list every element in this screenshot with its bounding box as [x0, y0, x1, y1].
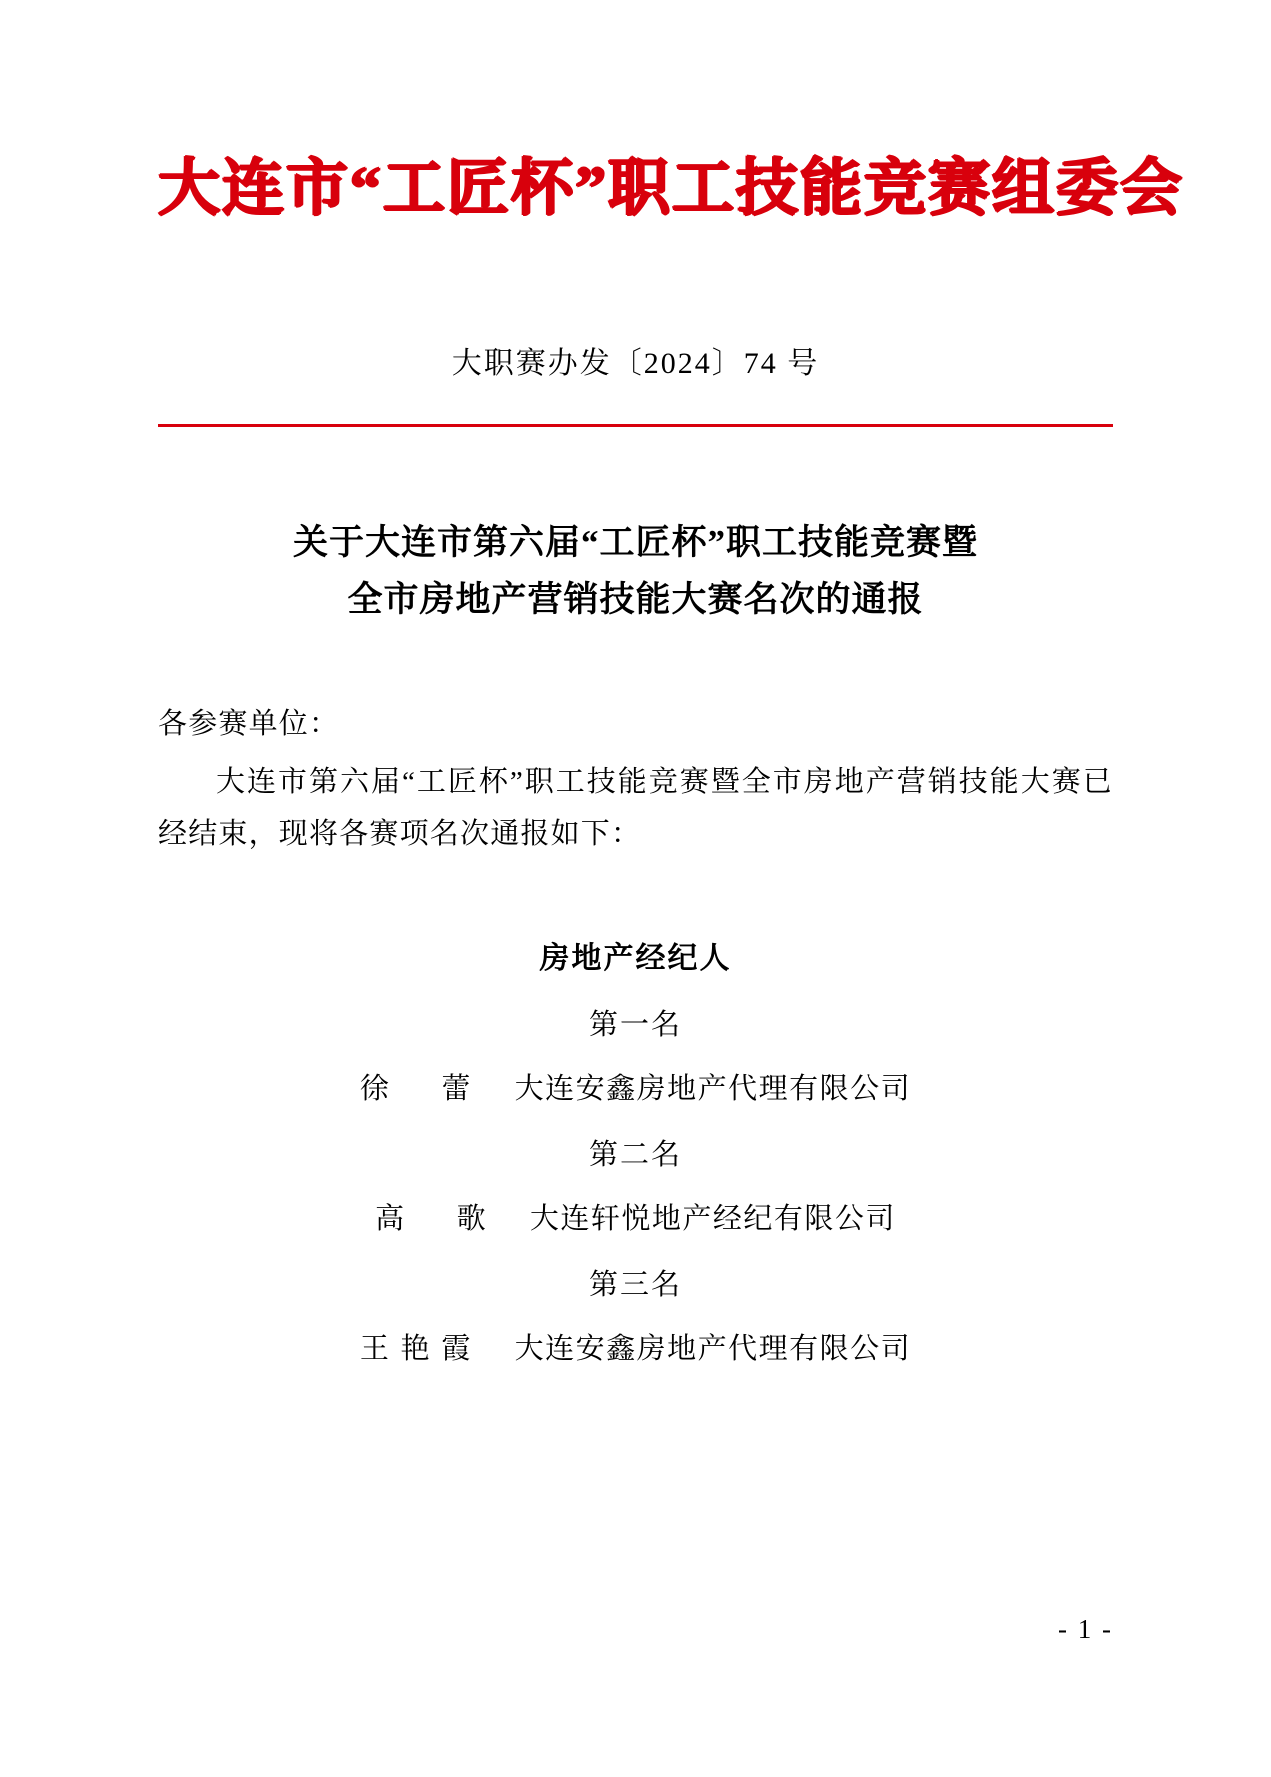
list-item: [158, 1066, 1113, 1107]
document-number: 大职赛办发〔2024〕74 号: [451, 347, 820, 381]
document-page: [0, 155, 1271, 1777]
body-paragraph: 大连市第六届“工匠杯”职工技能竞赛暨全市房地产营销技能大赛已经结束，现将各赛项名次通报如下：: [158, 765, 1113, 851]
winner-organization: 大连轩悦地产经纪有限公司: [529, 1203, 896, 1236]
list-item: [158, 1326, 1113, 1367]
list-item: [158, 1196, 1113, 1237]
winner-organization: 大连安鑫房地产代理有限公司: [514, 1333, 912, 1366]
results-list: [158, 1002, 1113, 1367]
winner-name: 王艳霞: [359, 1333, 472, 1366]
rank-label: 第三名: [588, 1269, 682, 1302]
salutation: 各参赛单位：: [158, 707, 340, 740]
document-masthead: 大连市“工匠杯”职工技能竞赛组委会: [158, 155, 1185, 223]
winner-name: 高 歌: [375, 1203, 488, 1236]
rank-label: 第二名: [588, 1139, 682, 1172]
page-title-line-2: 全市房地产营销技能大赛名次的通报: [347, 579, 924, 619]
winner-organization: 大连安鑫房地产代理有限公司: [514, 1073, 912, 1106]
page-title: [158, 515, 1113, 628]
results-section-heading: 房地产经纪人: [539, 942, 732, 976]
winner-name: 徐 蕾: [359, 1073, 472, 1106]
rank-label: 第一名: [588, 1009, 682, 1042]
page-number: - 1 -: [1058, 1614, 1113, 1644]
red-divider-rule: [158, 424, 1113, 427]
page-title-line-1: 关于大连市第六届“工匠杯”职工技能竞赛暨: [292, 523, 978, 563]
